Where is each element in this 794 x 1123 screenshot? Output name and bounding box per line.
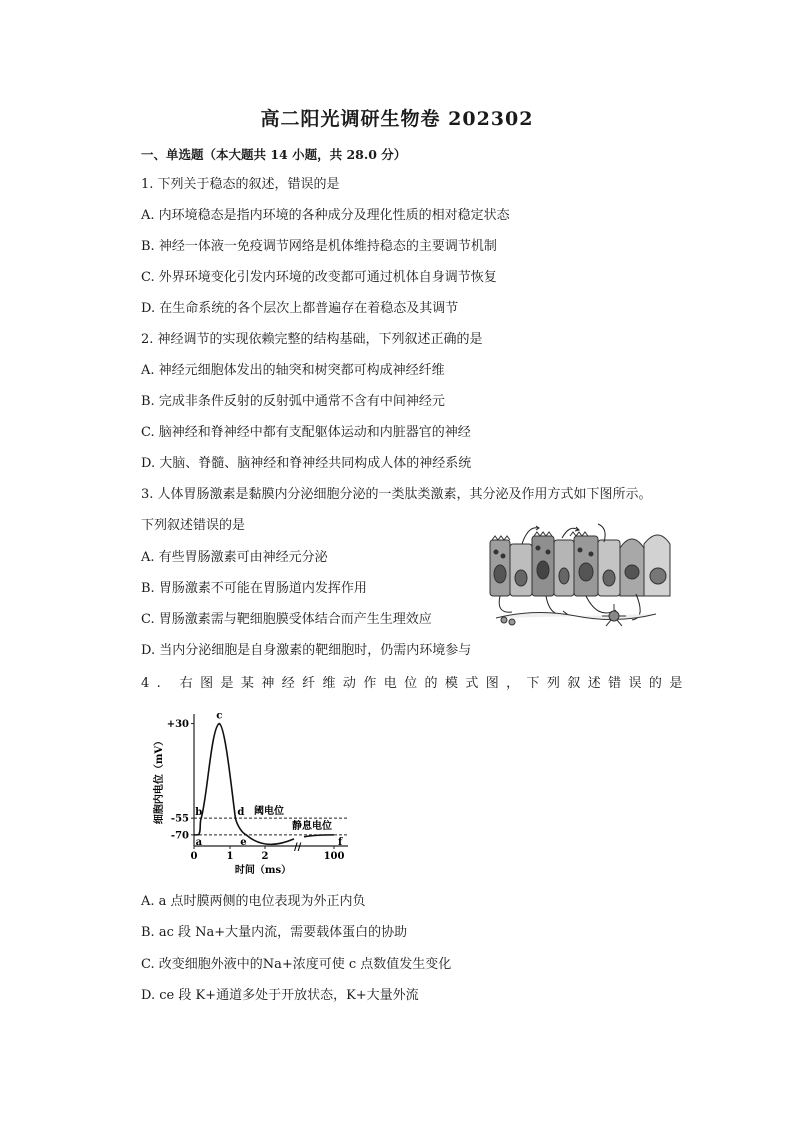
x-tick-label: 100 [323, 851, 345, 862]
q3-option-a: A. 有些胃肠激素可由神经元分泌 [141, 550, 328, 565]
page-title: 高二阳光调研生物卷 202302 [260, 108, 534, 130]
x-tick-label: 1 [226, 851, 234, 862]
q2-option-d: D. 大脑、脊髓、脑神经和脊神经共同构成人体的神经系统 [141, 456, 472, 471]
y-tick-label: +30 [166, 719, 189, 731]
x-tick-label: 0 [190, 851, 198, 862]
point-label-d: d [237, 807, 245, 819]
action-potential-chart [150, 708, 360, 876]
point-label-e: e [240, 836, 247, 848]
x-tick-label: 2 [261, 851, 269, 862]
q4-option-c: C. 改变细胞外液中的Na+浓度可使 c 点数值发生变化 [141, 957, 452, 972]
q2-stem: 2. 神经调节的实现依赖完整的结构基础，下列叙述正确的是 [141, 332, 483, 347]
threshold-label: 阈电位 [254, 806, 284, 818]
q1-option-d: D. 在生命系统的各个层次上都普遍存在着稳态及其调节 [141, 301, 459, 316]
q3-option-b: B. 胃肠激素不可能在胃肠道内发挥作用 [141, 581, 367, 596]
q1-option-a: A. 内环境稳态是指内环境的各种成分及理化性质的相对稳定状态 [141, 208, 510, 223]
y-axis-label: 细胞内电位（mV） [154, 735, 165, 825]
q1-stem: 1. 下列关于稳态的叙述，错误的是 [141, 177, 340, 192]
x-axis-label: 时间（ms） [234, 865, 292, 876]
q4-stem: 4. 右图是某神经纤维动作电位的模式图，下列叙述错误的是 [141, 676, 690, 691]
q3-stem-line1: 3. 人体胃肠激素是黏膜内分泌细胞分泌的一类肽类激素，其分泌及作用方式如下图所示。 [141, 487, 652, 502]
q2-option-a: A. 神经元细胞体发出的轴突和树突都可构成神经纤维 [141, 363, 445, 378]
point-label-a: a [195, 836, 203, 848]
q1-option-c: C. 外界环境变化引发内环境的改变都可通过机体自身调节恢复 [141, 270, 497, 285]
q3-option-c: C. 胃肠激素需与靶细胞膜受体结合而产生生理效应 [141, 612, 432, 627]
resting-label: 静息电位 [292, 820, 332, 832]
point-label-c: c [216, 710, 223, 722]
point-label-f: f [338, 836, 343, 848]
q4-option-b: B. ac 段 Na+大量内流，需要载体蛋白的协助 [141, 925, 408, 940]
gastrointestinal-cells-figure [486, 522, 672, 628]
axis-break: // [294, 842, 302, 853]
q3-option-d: D. 当内分泌细胞是自身激素的靶细胞时，仍需内环境参与 [141, 643, 472, 658]
q1-option-b: B. 神经一体液一免疫调节网络是机体维持稳态的主要调节机制 [141, 239, 497, 254]
q2-option-b: B. 完成非条件反射的反射弧中通常不含有中间神经元 [141, 394, 445, 409]
y-tick-label: -70 [170, 830, 189, 842]
q3-stem-line2: 下列叙述错误的是 [141, 518, 246, 533]
y-tick-label: -55 [170, 813, 189, 825]
q4-option-a: A. a 点时膜两侧的电位表现为外正内负 [141, 894, 366, 909]
q4-option-d: D. ce 段 K+通道多处于开放状态，K+大量外流 [141, 988, 419, 1003]
section-heading: 一、单选题（本大题共 14 小题，共 28.0 分） [141, 147, 407, 162]
point-label-b: b [195, 807, 203, 819]
q2-option-c: C. 脑神经和脊神经中都有支配躯体运动和内脏器官的神经 [141, 425, 471, 440]
